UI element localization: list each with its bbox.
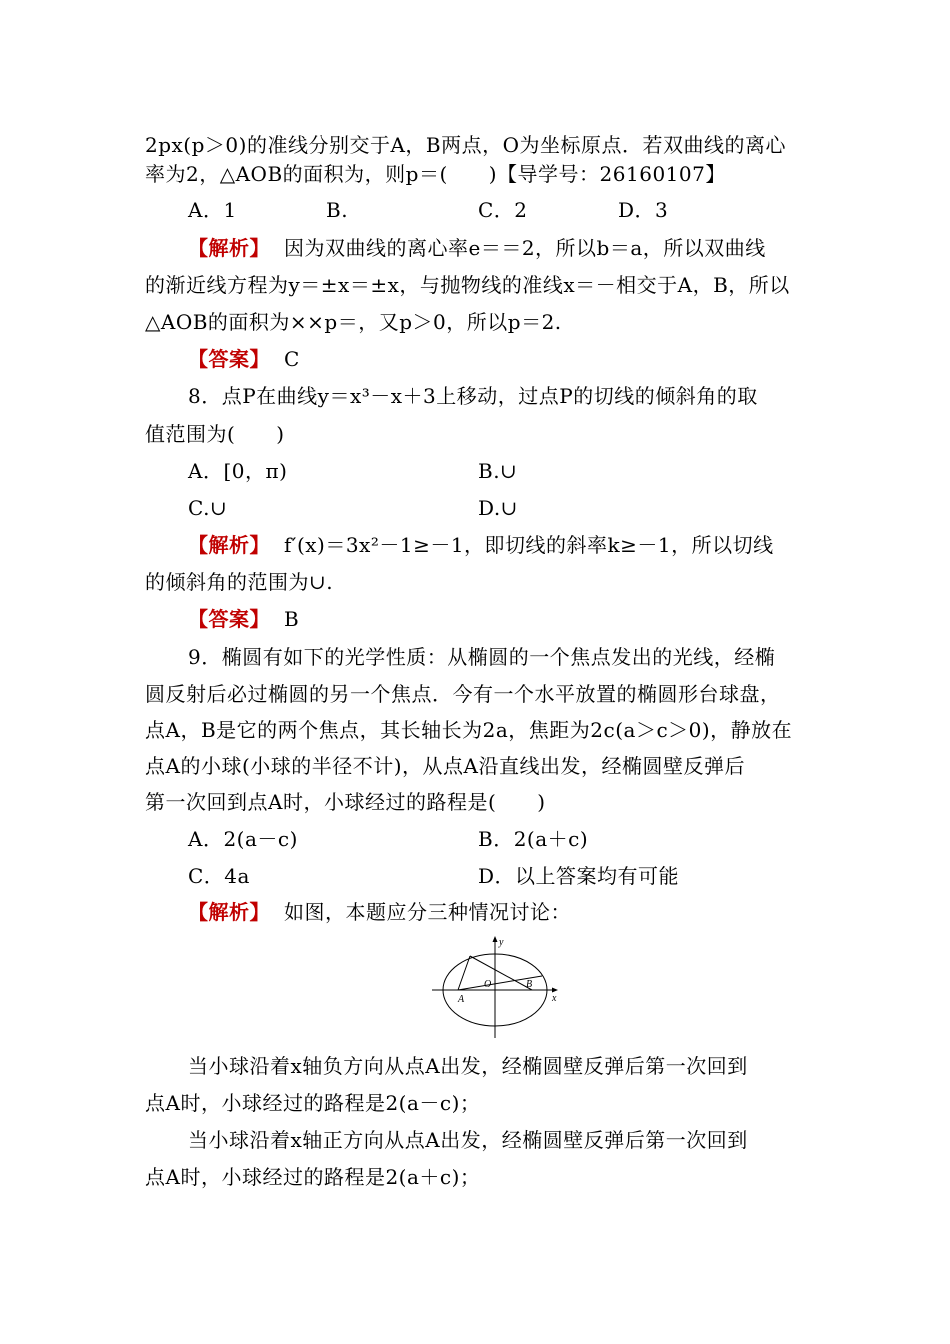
q9-analysis-text: 如图，本题应分三种情况讨论： [284,900,571,924]
q8-analysis-line-1 [188,531,774,559]
axis-x-label: x [552,993,557,1004]
analysis-tag: 【解析】 [188,900,270,924]
analysis-tag: 【解析】 [188,533,270,557]
q8-analysis-text: f′(x)＝3x²－1≥－1，即切线的斜率k≥－1，所以切线 [284,533,774,557]
ellipse-figure [430,932,570,1040]
case-2-line-1: 当小球沿着x轴正方向从点A出发，经椭圆壁反弹后第一次回到 [188,1128,748,1152]
q8-line-1: 8．点P在曲线y＝x³－x＋3上移动，过点P的切线的倾斜角的取 [188,384,758,408]
q7-option-d: D．3 [618,198,669,222]
x-axis-arrow [552,988,558,993]
q9-option-c: C．4a [188,864,250,888]
case-1-line-2: 点A时，小球经过的路程是2(a－c)； [145,1091,481,1115]
q9-line-3: 点A，B是它的两个焦点，其长轴长为2a，焦距为2c(a＞c＞0)，静放在 [145,718,793,742]
y-axis-arrow [493,936,498,942]
q8-answer-value: B [284,607,300,631]
q9-analysis-line-1 [188,898,571,926]
q8-analysis-line-2: 的倾斜角的范围为∪. [145,570,334,594]
case-2-line-2: 点A时，小球经过的路程是2(a＋c)； [145,1165,481,1189]
answer-tag: 【答案】 [188,607,270,631]
q8-line-2: 值范围为( ) [145,422,285,446]
q7-line-1: 2px(p＞0)的准线分别交于A，B两点，O为坐标原点．若双曲线的离心 [145,133,786,157]
point-a-label: A [458,994,465,1005]
case-1-line-1: 当小球沿着x轴负方向从点A出发，经椭圆壁反弹后第一次回到 [188,1054,748,1078]
q7-option-b: B. [326,198,349,222]
axis-y-label: y [499,937,504,948]
q8-option-c: C.∪ [188,496,228,520]
q8-option-d: D.∪ [478,496,518,520]
q9-option-b: B．2(a＋c) [478,827,589,851]
q8-option-a: A．[0，π) [188,459,288,483]
q8-option-b: B.∪ [478,459,518,483]
q7-answer [188,345,300,373]
answer-tag: 【答案】 [188,347,270,371]
q7-answer-value: C [284,347,300,371]
q7-line-2: 率为2，△AOB的面积为，则p＝( )【导学号：26160107】 [145,162,726,186]
q7-option-a: A．1 [188,198,237,222]
q9-line-2: 圆反射后必过椭圆的另一个焦点．今有一个水平放置的椭圆形台球盘， [145,682,781,706]
q8-answer [188,605,299,633]
q7-analysis-line-1 [188,234,766,262]
reflect-segment-2 [470,956,532,990]
q7-analysis-line-2: 的渐近线方程为y＝±x＝±x，与抛物线的准线x＝－相交于A，B，所以 [145,273,790,297]
q7-analysis-text: 因为双曲线的离心率e＝＝2，所以b＝a，所以双曲线 [284,236,766,260]
q9-option-a: A．2(a－c) [188,827,298,851]
point-o-label: O [484,979,492,990]
q7-analysis-line-3: △AOB的面积为××p＝，又p＞0，所以p＝2. [145,310,562,334]
q9-line-5: 第一次回到点A时，小球经过的路程是( ) [145,790,546,814]
q7-option-c: C．2 [478,198,528,222]
q9-option-d: D．以上答案均有可能 [478,864,680,888]
point-b-label: B [526,979,533,990]
analysis-tag: 【解析】 [188,236,270,260]
q9-line-1: 9．椭圆有如下的光学性质：从椭圆的一个焦点发出的光线，经椭 [188,645,776,669]
q9-line-4: 点A的小球(小球的半径不计)，从点A沿直线出发，经椭圆壁反弹后 [145,754,745,778]
